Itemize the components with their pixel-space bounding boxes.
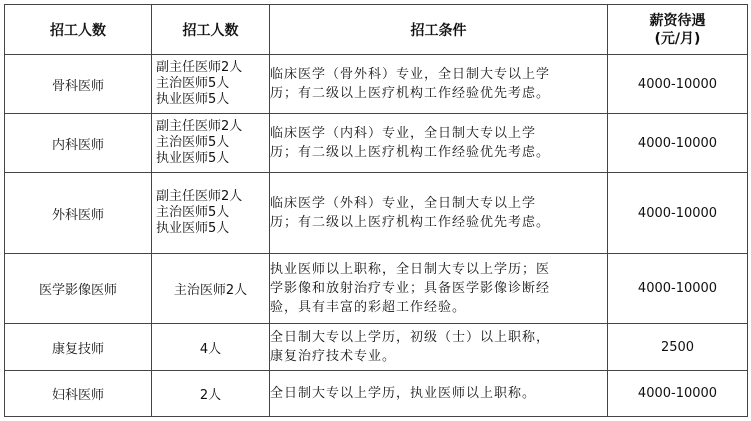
position-cell: 妇科医师 (5, 371, 152, 417)
header-position: 招工人数 (5, 5, 152, 55)
conditions-line: 学影像和放射治疗专业；具备医学影像诊断经 (270, 281, 551, 296)
table-row (5, 371, 748, 417)
table-row (5, 254, 748, 324)
position-cell: 外科医师 (5, 173, 152, 254)
header-count: 招工人数 (152, 5, 270, 55)
salary-cell: 4000-10000 (608, 173, 748, 254)
count-cell: 主治医师2人 (152, 254, 270, 324)
header-conditions: 招工条件 (270, 5, 608, 55)
conditions-line: 全日制大专以上学历，执业医师以上职称。 (270, 386, 537, 401)
count-cell (152, 55, 270, 114)
header-salary-line1: 薪资待遇 (649, 12, 706, 29)
count-line: 主治医师5人 (156, 76, 230, 91)
conditions-cell (270, 114, 608, 173)
count-line: 主治医师5人 (156, 205, 230, 220)
conditions-cell (270, 324, 608, 371)
recruitment-table (4, 4, 748, 417)
salary-cell: 4000-10000 (608, 114, 748, 173)
count-line: 副主任医师2人 (156, 60, 243, 75)
header-salary-line2: (元/月) (654, 30, 701, 47)
table-row (5, 173, 748, 254)
conditions-line: 康复治疗技术专业。 (270, 349, 397, 364)
count-line: 主治医师5人 (156, 135, 230, 150)
count-line: 执业医师5人 (156, 221, 230, 236)
count-cell: 4人 (152, 324, 270, 371)
salary-cell: 4000-10000 (608, 55, 748, 114)
salary-cell: 4000-10000 (608, 371, 748, 417)
count-cell (152, 114, 270, 173)
conditions-line: 临床医学（骨外科）专业，全日制大专以上学 (270, 67, 551, 82)
header-row (5, 5, 748, 55)
count-line: 副主任医师2人 (156, 119, 243, 134)
conditions-line: 历；有二级以上医疗机构工作经验优先考虑。 (270, 145, 551, 160)
conditions-line: 全日制大专以上学历，初级（士）以上职称， (270, 330, 551, 345)
table-row (5, 114, 748, 173)
count-cell (152, 173, 270, 254)
conditions-cell (270, 55, 608, 114)
position-cell: 医学影像医师 (5, 254, 152, 324)
position-cell: 内科医师 (5, 114, 152, 173)
conditions-line: 验，具有丰富的彩超工作经验。 (270, 300, 467, 315)
salary-cell: 2500 (608, 324, 748, 371)
conditions-cell (270, 371, 608, 417)
position-cell: 骨科医师 (5, 55, 152, 114)
conditions-line: 执业医师以上职称，全日制大专以上学历；医 (270, 262, 551, 277)
count-line: 执业医师5人 (156, 151, 230, 166)
count-cell: 2人 (152, 371, 270, 417)
table-row (5, 324, 748, 371)
table-row (5, 55, 748, 114)
count-line: 执业医师5人 (156, 92, 230, 107)
count-line: 副主任医师2人 (156, 189, 243, 204)
position-cell: 康复技师 (5, 324, 152, 371)
conditions-line: 历；有二级以上医疗机构工作经验优先考虑。 (270, 215, 551, 230)
conditions-cell (270, 254, 608, 324)
conditions-line: 临床医学（外科）专业，全日制大专以上学 (270, 196, 537, 211)
conditions-line: 临床医学（内科）专业，全日制大专以上学 (270, 126, 537, 141)
salary-cell: 4000-10000 (608, 254, 748, 324)
header-salary (608, 5, 748, 55)
conditions-cell (270, 173, 608, 254)
conditions-line: 历；有二级以上医疗机构工作经验优先考虑。 (270, 86, 551, 101)
